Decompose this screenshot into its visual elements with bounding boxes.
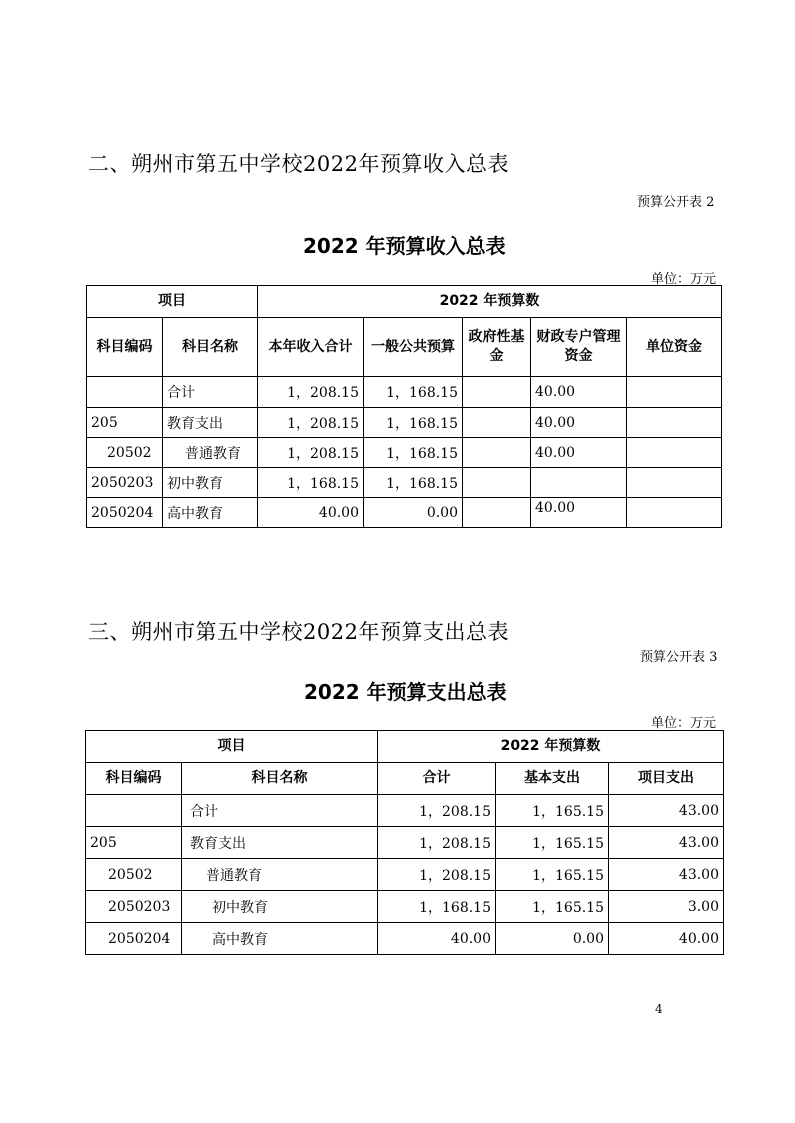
cell-total: 1，208.15 <box>378 795 496 827</box>
cell-basic: 1，165.15 <box>496 795 609 827</box>
header-code: 科目编码 <box>87 318 163 377</box>
cell-project: 43.00 <box>609 795 724 827</box>
cell-total: 40.00 <box>378 923 496 955</box>
cell-name: 初中教育 <box>182 891 378 923</box>
cell-special: 40.00 <box>531 438 627 468</box>
cell-name: 教育支出 <box>163 408 258 438</box>
cell-special: 40.00 <box>531 377 627 408</box>
cell-unit-funds <box>627 498 722 528</box>
section-heading-income: 二、朔州市第五中学校2022年预算收入总表 <box>88 152 509 176</box>
cell-fund <box>463 438 531 468</box>
cell-unit-funds <box>627 408 722 438</box>
table-row <box>87 408 722 438</box>
table-row <box>87 498 722 528</box>
cell-basic: 1，165.15 <box>496 827 609 859</box>
header-unit-funds: 单位资金 <box>627 318 722 377</box>
cell-name: 初中教育 <box>163 468 258 498</box>
expenditure-summary-table <box>85 730 724 955</box>
header-item: 项目 <box>86 731 378 763</box>
cell-special: 40.00 <box>531 498 627 528</box>
cell-total: 1，168.15 <box>378 891 496 923</box>
cell-code: 2050204 <box>87 498 163 528</box>
header-general-budget: 一般公共预算 <box>364 318 463 377</box>
header-total: 本年收入合计 <box>258 318 364 377</box>
table-header-row <box>86 763 724 795</box>
section-heading-expenditure: 三、朔州市第五中学校2022年预算支出总表 <box>88 620 509 644</box>
cell-code <box>86 795 182 827</box>
cell-general: 1，168.15 <box>364 468 463 498</box>
cell-basic: 1，165.15 <box>496 859 609 891</box>
cell-project: 43.00 <box>609 827 724 859</box>
cell-fund <box>463 498 531 528</box>
table-row <box>86 923 724 955</box>
cell-basic: 0.00 <box>496 923 609 955</box>
cell-code: 20502 <box>86 859 182 891</box>
header-basic-expenditure: 基本支出 <box>496 763 609 795</box>
income-summary-table <box>86 285 722 528</box>
cell-name: 普通教育 <box>163 438 258 468</box>
cell-name: 合计 <box>163 377 258 408</box>
cell-special <box>531 468 627 498</box>
header-item: 项目 <box>87 286 258 318</box>
header-special-account: 财政专户管理资金 <box>531 318 627 377</box>
cell-fund <box>463 408 531 438</box>
cell-project: 3.00 <box>609 891 724 923</box>
table-header-row <box>86 731 724 763</box>
cell-name: 普通教育 <box>182 859 378 891</box>
cell-code: 2050203 <box>86 891 182 923</box>
table-number-expenditure: 预算公开表 3 <box>640 650 718 665</box>
table-row <box>86 859 724 891</box>
unit-label-expenditure: 单位：万元 <box>651 716 717 731</box>
cell-code: 20502 <box>87 438 163 468</box>
cell-total: 1，208.15 <box>258 408 364 438</box>
table-row <box>86 827 724 859</box>
table-row <box>86 891 724 923</box>
cell-name: 教育支出 <box>182 827 378 859</box>
header-code: 科目编码 <box>86 763 182 795</box>
unit-label-income: 单位：万元 <box>651 272 717 287</box>
cell-project: 43.00 <box>609 859 724 891</box>
cell-name: 高中教育 <box>163 498 258 528</box>
page-number: 4 <box>655 1002 663 1016</box>
table-title-expenditure: 2022 年预算支出总表 <box>304 680 507 704</box>
cell-total: 1，208.15 <box>378 859 496 891</box>
cell-name: 合计 <box>182 795 378 827</box>
cell-general: 0.00 <box>364 498 463 528</box>
table-row <box>87 438 722 468</box>
table-row <box>86 795 724 827</box>
cell-general: 1，168.15 <box>364 408 463 438</box>
cell-project: 40.00 <box>609 923 724 955</box>
table-header-row <box>87 318 722 377</box>
cell-code: 205 <box>86 827 182 859</box>
table-header-row <box>87 286 722 318</box>
table-row <box>87 468 722 498</box>
header-government-fund: 政府性基金 <box>463 318 531 377</box>
table-row <box>87 377 722 408</box>
header-name: 科目名称 <box>182 763 378 795</box>
cell-total: 1，168.15 <box>258 468 364 498</box>
cell-code <box>87 377 163 408</box>
cell-fund <box>463 468 531 498</box>
cell-total: 1，208.15 <box>258 438 364 468</box>
cell-general: 1，168.15 <box>364 377 463 408</box>
cell-total: 40.00 <box>258 498 364 528</box>
header-budget: 2022 年预算数 <box>258 286 722 318</box>
cell-fund <box>463 377 531 408</box>
header-project-expenditure: 项目支出 <box>609 763 724 795</box>
header-budget: 2022 年预算数 <box>378 731 724 763</box>
cell-unit-funds <box>627 438 722 468</box>
table-title-income: 2022 年预算收入总表 <box>303 234 506 258</box>
cell-total: 1，208.15 <box>378 827 496 859</box>
cell-general: 1，168.15 <box>364 438 463 468</box>
header-name: 科目名称 <box>163 318 258 377</box>
header-total: 合计 <box>378 763 496 795</box>
table-number-income: 预算公开表 2 <box>637 195 715 210</box>
cell-unit-funds <box>627 468 722 498</box>
cell-unit-funds <box>627 377 722 408</box>
cell-total: 1，208.15 <box>258 377 364 408</box>
cell-code: 2050203 <box>87 468 163 498</box>
cell-name: 高中教育 <box>182 923 378 955</box>
cell-special: 40.00 <box>531 408 627 438</box>
cell-code: 205 <box>87 408 163 438</box>
cell-basic: 1，165.15 <box>496 891 609 923</box>
cell-code: 2050204 <box>86 923 182 955</box>
